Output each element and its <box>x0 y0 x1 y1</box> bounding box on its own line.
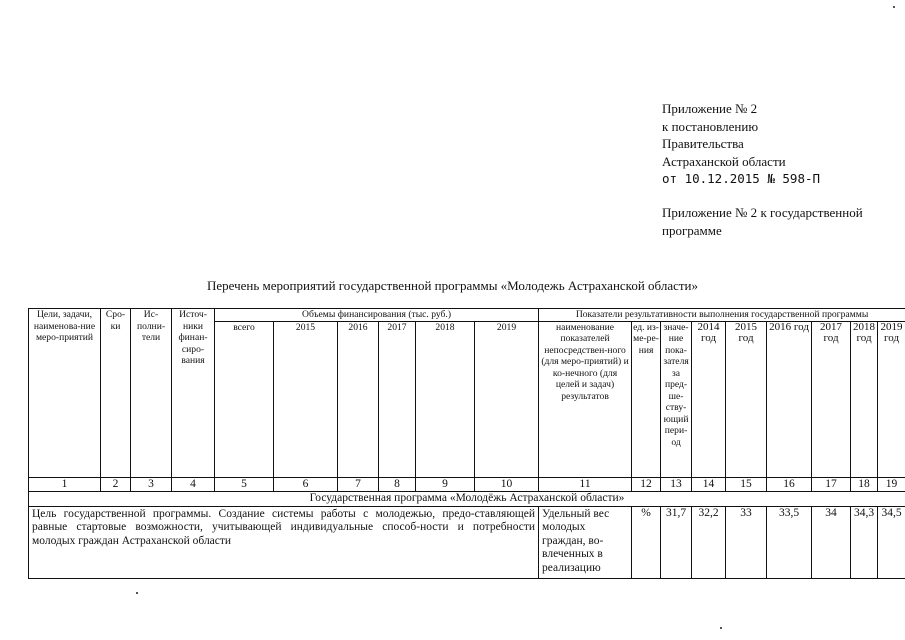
appendix-decree-line3: Астраханской области <box>662 153 786 169</box>
goal-text-cell: Цель государственной программы. Создание системы работы с молодежью, предо-ставляющей равные стартовые возможности, учитывающей индивидуальные способ-ности и потребности молодых граждан Астраханской области <box>29 506 539 578</box>
program-title-cell: Государственная программа «Молодёжь Астраханской области» <box>29 491 905 506</box>
header-base-value: значе-ние пока-зателя за пред-ше-ству-ющий пери-од <box>661 321 692 477</box>
header-funding-2019: 2019 <box>475 321 539 477</box>
appendix-program-line1: к государственной программе <box>662 205 863 238</box>
column-number: 8 <box>379 477 416 491</box>
appendix-decree-date-number: от 10.12.2015 № 598-П <box>662 171 821 186</box>
header-goals: Цели, задачи, наименова-ние меро-приятий <box>29 309 101 478</box>
header-funding-2017: 2017 <box>379 321 416 477</box>
goal-indicator-cell: Удельный вес молодых граждан, во-влеченных в реализацию <box>539 506 632 578</box>
program-row <box>29 491 905 506</box>
appendix-decree-title: Приложение № 2 <box>662 101 758 116</box>
column-number: 2 <box>101 477 131 491</box>
appendix-decree-line1: к постановлению <box>662 118 759 134</box>
column-number: 7 <box>338 477 379 491</box>
header-year-2019: 2019 год <box>878 321 905 477</box>
column-number: 18 <box>851 477 878 491</box>
goal-base-value-cell: 31,7 <box>661 506 692 578</box>
goal-value-2019-cell: 34,5 <box>878 506 905 578</box>
goal-value-2015-cell: 33 <box>726 506 767 578</box>
header-total: всего <box>215 321 274 477</box>
appendix-program-block <box>662 204 905 239</box>
column-number-row <box>29 477 905 491</box>
header-funding-2015: 2015 <box>274 321 338 477</box>
column-number: 3 <box>131 477 172 491</box>
measures-table <box>28 308 905 579</box>
column-number: 9 <box>416 477 475 491</box>
column-number: 14 <box>692 477 726 491</box>
appendix-program-title: Приложение № 2 <box>662 205 758 220</box>
column-number: 5 <box>215 477 274 491</box>
header-indicator-name: наименование показателей непосредствен-ного (для меро-приятий) и ко-нечного (для целей и задач) результатов <box>539 321 632 477</box>
column-number: 6 <box>274 477 338 491</box>
header-funding-2018: 2018 <box>416 321 475 477</box>
header-year-2014: 2014 год <box>692 321 726 477</box>
header-year-2017: 2017 год <box>812 321 851 477</box>
column-number: 13 <box>661 477 692 491</box>
table-header-row-1 <box>29 309 905 322</box>
header-sources: Источ-ники финан-сиро-вания <box>172 309 215 478</box>
goal-value-2018-cell: 34,3 <box>851 506 878 578</box>
header-funding-group: Объемы финансирования (тыс. руб.) <box>215 309 539 322</box>
column-number: 11 <box>539 477 632 491</box>
header-year-2018: 2018 год <box>851 321 878 477</box>
document-title: Перечень мероприятий государственной программы «Молодежь Астраханской области» <box>207 278 698 293</box>
column-number: 10 <box>475 477 539 491</box>
column-number: 4 <box>172 477 215 491</box>
header-year-2016: 2016 год <box>767 321 812 477</box>
scan-speck <box>720 627 722 629</box>
scan-speck <box>136 592 138 594</box>
column-number: 12 <box>632 477 661 491</box>
appendix-decree-line2: Правительства <box>662 136 744 151</box>
column-number: 17 <box>812 477 851 491</box>
header-year-2015: 2015 год <box>726 321 767 477</box>
header-unit: ед. из-ме-ре-ния <box>632 321 661 477</box>
column-number: 15 <box>726 477 767 491</box>
goal-unit-cell: % <box>632 506 661 578</box>
header-funding-2016: 2016 <box>338 321 379 477</box>
header-terms: Сро-ки <box>101 309 131 478</box>
appendix-decree-block <box>662 100 820 188</box>
goal-row <box>29 506 905 578</box>
header-indicators-group: Показатели результативности выполнения государственной программы <box>539 309 905 322</box>
column-number: 19 <box>878 477 905 491</box>
goal-value-2014-cell: 32,2 <box>692 506 726 578</box>
header-executors: Ис-полни-тели <box>131 309 172 478</box>
goal-value-2017-cell: 34 <box>812 506 851 578</box>
column-number: 16 <box>767 477 812 491</box>
goal-value-2016-cell: 33,5 <box>767 506 812 578</box>
scan-speck <box>893 6 895 8</box>
column-number: 1 <box>29 477 101 491</box>
